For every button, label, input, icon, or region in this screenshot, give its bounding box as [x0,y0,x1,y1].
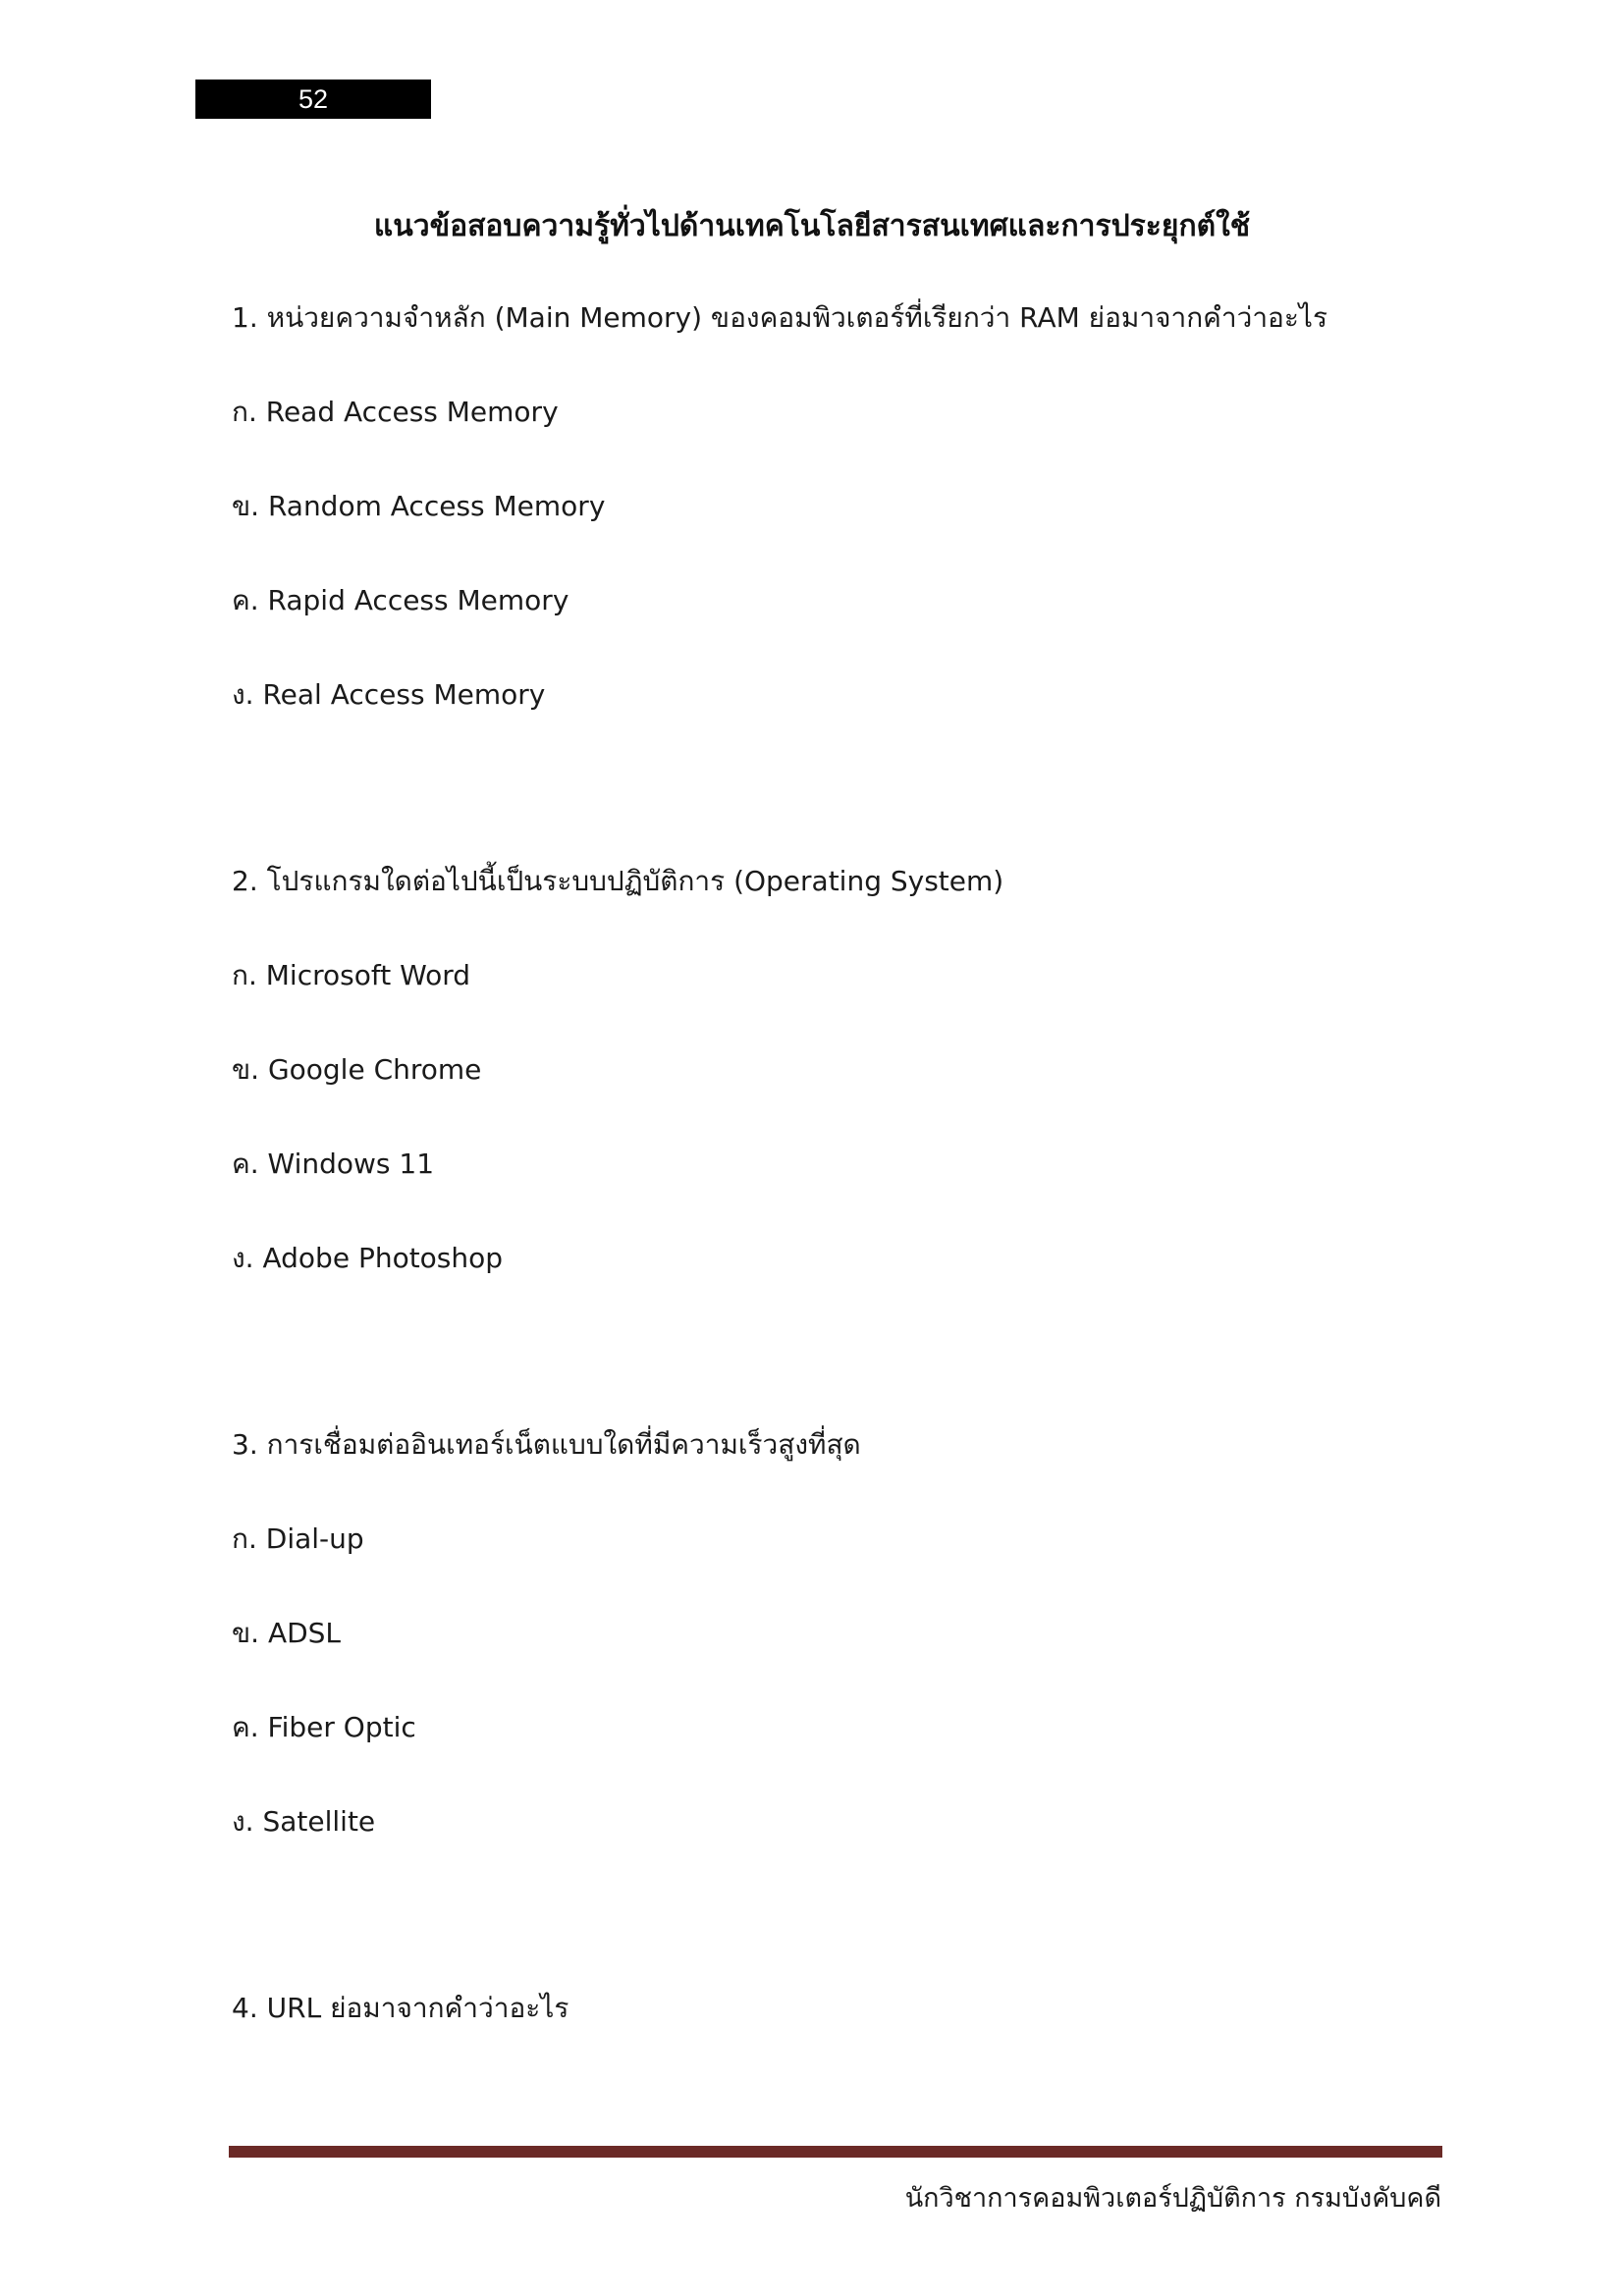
option-item: ง. Adobe Photoshop [232,1242,504,1274]
option-item: ง. Satellite [232,1805,376,1838]
option-item: ค. Windows 11 [232,1148,435,1180]
question-list [232,291,1410,2075]
question-text: 1. หน่วยความจำหลัก (Main Memory) ของคอมพิวเตอร์ที่เรียกว่า RAM ย่อมาจากคำว่าอะไร [232,301,1328,334]
question-spacer [232,1325,1410,1417]
page-number: 52 [195,80,431,119]
footer-text: นักวิชาการคอมพิวเตอร์ปฏิบัติการ กรมบังคับคดี [904,2183,1441,2214]
option-item: ค. Rapid Access Memory [232,584,569,616]
option-item: ง. Real Access Memory [232,678,546,711]
option-item: ก. Dial-up [232,1522,364,1555]
question-2 [232,854,1410,1417]
question-4 [232,1981,1410,2075]
option-item: ข. Random Access Memory [232,490,606,522]
question-spacer [232,1889,1410,1981]
option-item: ข. ADSL [232,1617,342,1649]
question-text: 2. โปรแกรมใดต่อไปนี้เป็นระบบปฏิบัติการ (Operating System) [232,865,1004,897]
question-text: 4. URL ย่อมาจากคำว่าอะไร [232,1992,569,2024]
option-item: ก. Microsoft Word [232,959,471,991]
option-item: ค. Fiber Optic [232,1711,416,1743]
page-title: แนวข้อสอบความรู้ทั่วไปด้านเทคโนโลยีสารสนเทศและการประยุกต์ใช้ [373,209,1251,243]
option-item: ข. Google Chrome [232,1053,482,1086]
question-spacer [232,762,1410,854]
question-text: 3. การเชื่อมต่ออินเทอร์เน็ตแบบใดที่มีความเร็วสูงที่สุด [232,1428,861,1461]
question-3 [232,1417,1410,1981]
footer-rule [229,2146,1442,2158]
option-item: ก. Read Access Memory [232,396,559,428]
question-1 [232,291,1410,854]
